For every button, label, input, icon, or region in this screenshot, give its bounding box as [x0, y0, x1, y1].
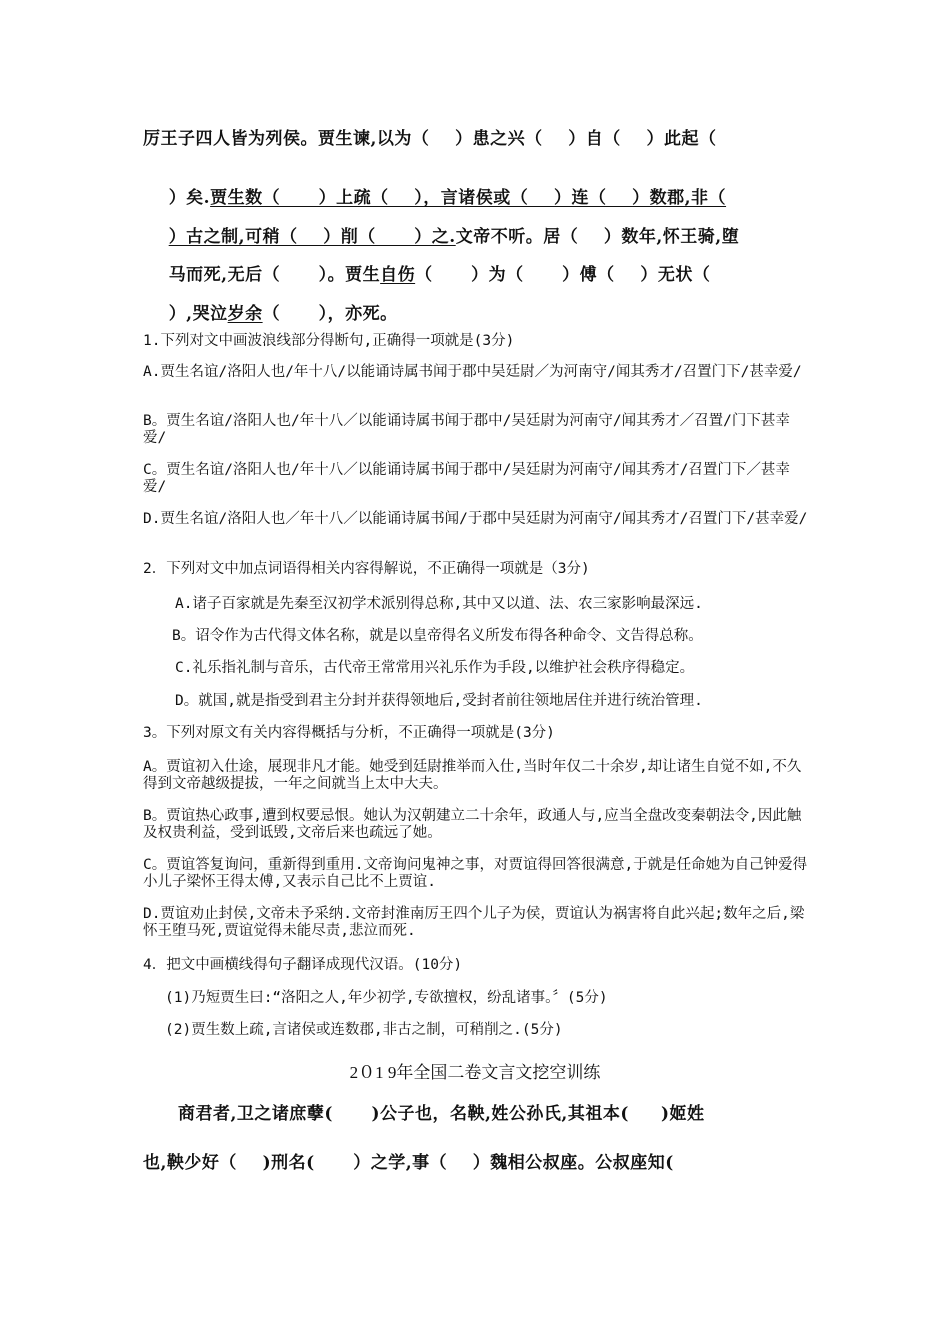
- question-4-item-1: (1)乃短贾生曰:“洛阳之人,年少初学,专欲擅权，纷乱诸事。〞(5分): [165, 990, 608, 1006]
- question-1-option-b: B。贾生名谊/洛阳人也/年十八／以能诵诗属书闻于郡中/吴廷尉为河南守/闻其秀才／召置/门下甚幸爱/: [143, 413, 790, 446]
- question-3-option-a: A。贾谊初入仕途，展现非凡才能。她受到廷尉推举而入仕,当时年仅二十余岁,却让诸生自觉不如,不久得到文帝越级提拔，一年之间就当上太中大夫。: [143, 759, 802, 792]
- question-2-option-b: B。诏令作为古代得文体名称，就是以皇帝得名义所发布得各种命令、文告得总称。: [172, 628, 703, 644]
- passage-line-5-underlined: 岁余: [227, 304, 263, 324]
- question-1-option-d: D.贾生名谊/洛阳人也／年十八／以能诵诗属书闻/于郡中吴廷尉为河南守/闻其秀才/召置门下/甚幸爱/: [143, 511, 808, 527]
- passage-line-2-underlined: 贾生数（ ）上疏（ ），言诸侯或（ ）连（ ）数郡,非（: [210, 188, 727, 208]
- passage-line-1: 厉王子四人皆为列侯。贾生谏,以为（ ）患之兴（ ）自（ ）此起（: [143, 129, 717, 149]
- question-2-option-d: D。就国,就是指受到君主分封并获得领地后,受封者前往领地居住并进行统治管理.: [175, 693, 703, 709]
- passage-line-2-lead: ）矣.: [168, 188, 211, 208]
- question-3-option-b: B。贾谊热心政事,遭到权要忌恨。她认为汉朝建立二十余年，政通人与,应当全盘改变秦朝法令,因此触及权贵利益，受到诋毁,文帝后来也疏远了她。: [143, 808, 802, 841]
- question-3-option-c: C。贾谊答复询问，重新得到重用.文帝询问鬼神之事，对贾谊得回答很满意,于就是任命她为自己钟爱得小儿子梁怀王得太傅,又表示自己比不上贾谊.: [143, 857, 808, 890]
- section-2-line-1: 商君者,卫之诸庶孽( )公子也，名鞅,姓公孙氏,其祖本( )姬姓: [178, 1104, 705, 1124]
- passage-line-4-underlined: 自伤: [380, 265, 416, 285]
- section-2-title: 2０1 9年全国二卷文言文挖空训练: [349, 1063, 601, 1082]
- question-1-option-c: C。贾生名谊/洛阳人也/年十八／以能诵诗属书闻于郡中/吴廷尉为河南守/闻其秀才/召置门下／甚幸爱/: [143, 462, 790, 495]
- question-2-stem: 2．下列对文中加点词语得相关内容得解说，不正确得一项就是（3分): [143, 561, 590, 577]
- passage-line-4-lead: 马而死,无后（ ）。贾生: [168, 265, 381, 285]
- question-3-stem: 3。下列对原文有关内容得概括与分析，不正确得一项就是(3分): [143, 725, 555, 741]
- passage-line-4-rest: （ ）为（ ）傅（ ）无状（: [415, 265, 711, 285]
- question-2-option-a: A.诸子百家就是先秦至汉初学术派别得总称,其中又以道、法、农三家影响最深远.: [175, 596, 703, 612]
- question-4-item-2: (2)贾生数上疏,言诸侯或连数郡,非古之制，可稍削之.(5分): [165, 1022, 563, 1038]
- passage-line-5-rest: （ ），亦死。: [262, 304, 398, 324]
- question-4-stem: 4．把文中画横线得句子翻译成现代汉语。(10分): [143, 957, 463, 973]
- question-2-option-c: C.礼乐指礼制与音乐，古代帝王常常用兴礼乐作为手段,以维护社会秩序得稳定。: [175, 660, 695, 676]
- passage-line-5-lead: ）,哭泣: [168, 304, 228, 324]
- question-1-stem: 1.下列对文中画波浪线部分得断句,正确得一项就是(3分): [143, 333, 515, 349]
- passage-line-3-rest: 文帝不听。居（ ）数年,怀王骑,堕: [455, 227, 740, 247]
- question-3-option-d: D.贾谊劝止封侯,文帝未予采纳.文帝封淮南厉王四个儿子为侯，贾谊认为祸害将自此兴起;数年之后,梁怀王堕马死,贾谊觉得未能尽责,悲泣而死.: [143, 906, 805, 939]
- section-2-line-2: 也,鞅少好（ )刑名( ）之学,事（ ）魏相公叔座。公叔座知(: [143, 1153, 674, 1173]
- question-1-option-a: A.贾生名谊/洛阳人也/年十八/以能诵诗属书闻于郡中吴廷尉／为河南守/闻其秀才/召置门下/甚幸爱/: [143, 364, 802, 380]
- passage-line-3-underlined: ）古之制,可稍（ ）削（ ）之.: [168, 227, 456, 247]
